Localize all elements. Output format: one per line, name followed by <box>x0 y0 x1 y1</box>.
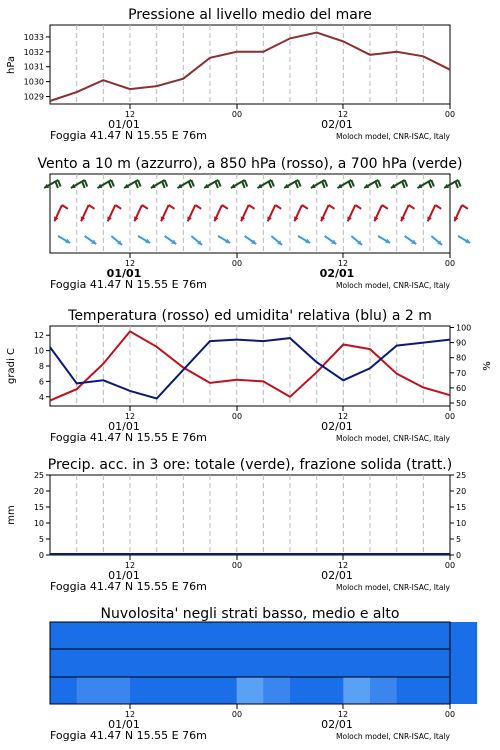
cloud-cell <box>50 649 77 677</box>
cloud-cell <box>397 649 424 677</box>
x-tick-label: 12 <box>337 412 349 421</box>
cloud-panel <box>50 622 477 704</box>
x-tick-label: 12 <box>124 110 136 119</box>
date-label: 01/01 <box>106 267 142 280</box>
y-tick-label: 15 <box>33 503 44 512</box>
y-tick-label: 10 <box>456 519 467 528</box>
cloud-cell <box>77 677 104 704</box>
wind-panel <box>44 174 470 253</box>
x-tick-label: 00 <box>231 412 243 421</box>
cloud-cell <box>130 622 157 649</box>
pressure-ylabel: hPa <box>6 55 17 75</box>
pressure-panel <box>6 25 450 104</box>
cloud-xaxis <box>50 704 455 742</box>
x-tick-label: 12 <box>337 259 349 268</box>
cloud-cell <box>210 622 237 649</box>
y-tick-label: 10 <box>33 346 44 356</box>
cloud-cell <box>210 649 237 677</box>
cloud-cell <box>450 622 477 649</box>
cloud-cell <box>50 622 77 649</box>
cloud-cell <box>423 622 450 649</box>
x-tick-label: 00 <box>231 259 243 268</box>
temp-xaxis <box>50 406 455 444</box>
cloud-cell <box>157 622 184 649</box>
x-tick-label: 12 <box>124 259 136 268</box>
x-tick-label: 00 <box>444 561 456 570</box>
x-tick-label: 00 <box>231 110 243 119</box>
date-label: 01/01 <box>108 118 140 131</box>
y-tick-label: 1031 <box>23 62 44 72</box>
date-label: 01/01 <box>108 420 140 433</box>
cloud-cell <box>263 649 290 677</box>
x-tick-label: 00 <box>444 710 456 719</box>
date-label: 02/01 <box>321 718 353 731</box>
y-tick-label: 80 <box>456 353 467 363</box>
cloud-cell <box>343 677 370 704</box>
cloud-cell <box>370 677 397 704</box>
y-tick-label: 50 <box>456 398 467 408</box>
temp-frame <box>50 326 450 406</box>
cloud-cell <box>450 649 477 677</box>
cloud-cell <box>237 622 264 649</box>
cloud-cell <box>103 622 130 649</box>
cloud-cell <box>317 649 344 677</box>
cloud-cell <box>157 649 184 677</box>
y-tick-label: 1033 <box>23 32 44 42</box>
y-tick-label: 10 <box>33 519 44 528</box>
credit-label: Moloch model, CNR-ISAC, Italy <box>336 281 450 290</box>
x-tick-label: 00 <box>444 259 456 268</box>
x-tick-label: 00 <box>444 412 456 421</box>
date-label: 02/01 <box>321 118 353 131</box>
cloud-cell <box>317 677 344 704</box>
x-tick-label: 12 <box>124 412 136 421</box>
credit-label: Moloch model, CNR-ISAC, Italy <box>336 732 450 741</box>
pressure-title: Pressione al livello medio del mare <box>128 7 372 23</box>
y-tick-label: 1029 <box>23 92 44 102</box>
cloud-cell <box>290 649 317 677</box>
precip-ylabel: mm <box>6 505 17 525</box>
y-tick-label: 0 <box>456 551 462 560</box>
x-tick-label: 12 <box>337 561 349 570</box>
temp-panel <box>6 324 493 408</box>
cloud-cell <box>450 677 477 704</box>
x-tick-label: 00 <box>444 110 456 119</box>
wind700-arrow-barb <box>455 182 458 188</box>
cloud-cell <box>397 622 424 649</box>
cloud-cell <box>237 649 264 677</box>
temp-title: Temperatura (rosso) ed umidita' relativa (blu) a 2 m <box>68 308 432 324</box>
x-tick-label: 12 <box>337 710 349 719</box>
y-tick-label: 15 <box>456 503 467 512</box>
wind700-arrow-barb <box>458 180 461 186</box>
cloud-cell <box>397 677 424 704</box>
date-label: 02/01 <box>319 267 355 280</box>
credit-label: Moloch model, CNR-ISAC, Italy <box>336 434 450 443</box>
location-label: Foggia 41.47 N 15.55 E 76m <box>50 431 207 444</box>
y-tick-label: 0 <box>38 551 44 560</box>
cloud-cell <box>290 677 317 704</box>
y-tick-label: 4 <box>38 392 44 402</box>
y-tick-label: 20 <box>33 487 44 496</box>
cloud-cell <box>210 677 237 704</box>
cloud-cell <box>370 622 397 649</box>
precip-title: Precip. acc. in 3 ore: totale (verde), frazione solida (tratt.) <box>47 457 453 473</box>
cloud-cell <box>77 622 104 649</box>
credit-label: Moloch model, CNR-ISAC, Italy <box>336 583 450 592</box>
cloud-cell <box>50 677 77 704</box>
cloud-cell <box>263 677 290 704</box>
cloud-title: Nuvolosita' negli strati basso, medio e alto <box>100 606 400 622</box>
cloud-cell <box>183 649 210 677</box>
y-tick-label: 12 <box>33 331 44 341</box>
location-label: Foggia 41.47 N 15.55 E 76m <box>50 278 207 291</box>
temp-ylabel: gradi C <box>6 348 17 384</box>
cloud-cell <box>103 649 130 677</box>
cloud-cell <box>423 677 450 704</box>
x-tick-label: 12 <box>124 710 136 719</box>
cloud-cell <box>103 677 130 704</box>
precip-panel <box>6 471 466 560</box>
cloud-cell <box>290 622 317 649</box>
x-tick-label: 00 <box>231 710 243 719</box>
wind-title: Vento a 10 m (azzurro), a 850 hPa (rosso), a 700 hPa (verde) <box>37 156 463 172</box>
cloud-cell <box>183 622 210 649</box>
y-tick-label: 1032 <box>23 47 44 57</box>
date-label: 01/01 <box>108 718 140 731</box>
pressure-xaxis <box>50 104 455 142</box>
precip-frame <box>50 475 450 555</box>
y-tick-label: 70 <box>456 368 467 378</box>
y-tick-label: 25 <box>33 471 44 480</box>
cloud-cell <box>317 622 344 649</box>
cloud-cell <box>423 649 450 677</box>
pressure-frame <box>50 25 450 104</box>
y-tick-label: 20 <box>456 487 467 496</box>
x-tick-label: 12 <box>124 561 136 570</box>
location-label: Foggia 41.47 N 15.55 E 76m <box>50 580 207 593</box>
cloud-cell <box>263 622 290 649</box>
credit-label: Moloch model, CNR-ISAC, Italy <box>336 132 450 141</box>
cloud-cell <box>183 677 210 704</box>
cloud-cell <box>343 649 370 677</box>
cloud-cell <box>370 649 397 677</box>
cloud-cell <box>130 649 157 677</box>
y-tick-label: 5 <box>456 535 462 544</box>
date-label: 02/01 <box>321 420 353 433</box>
x-tick-label: 12 <box>337 110 349 119</box>
cloud-cell <box>237 677 264 704</box>
date-label: 02/01 <box>321 569 353 582</box>
y-tick-label: 8 <box>38 362 44 371</box>
y-tick-label: 1030 <box>23 77 44 87</box>
y-tick-label: 25 <box>456 471 467 480</box>
y-tick-label: 90 <box>456 338 467 348</box>
y-tick-label: 60 <box>456 383 467 393</box>
cloud-cell <box>343 622 370 649</box>
location-label: Foggia 41.47 N 15.55 E 76m <box>50 129 207 142</box>
cloud-cell <box>77 649 104 677</box>
location-label: Foggia 41.47 N 15.55 E 76m <box>50 729 207 742</box>
cloud-cell <box>157 677 184 704</box>
y-tick-label: 100 <box>456 323 472 333</box>
x-tick-label: 00 <box>231 561 243 570</box>
y-tick-label: 5 <box>38 535 44 544</box>
cloud-cell <box>130 677 157 704</box>
humidity-ylabel: % <box>482 361 493 371</box>
precip-xaxis <box>50 555 455 593</box>
y-tick-label: 6 <box>38 377 44 387</box>
wind-xaxis <box>50 253 455 291</box>
date-label: 01/01 <box>108 569 140 582</box>
wind850-arrow-barb <box>462 205 468 209</box>
